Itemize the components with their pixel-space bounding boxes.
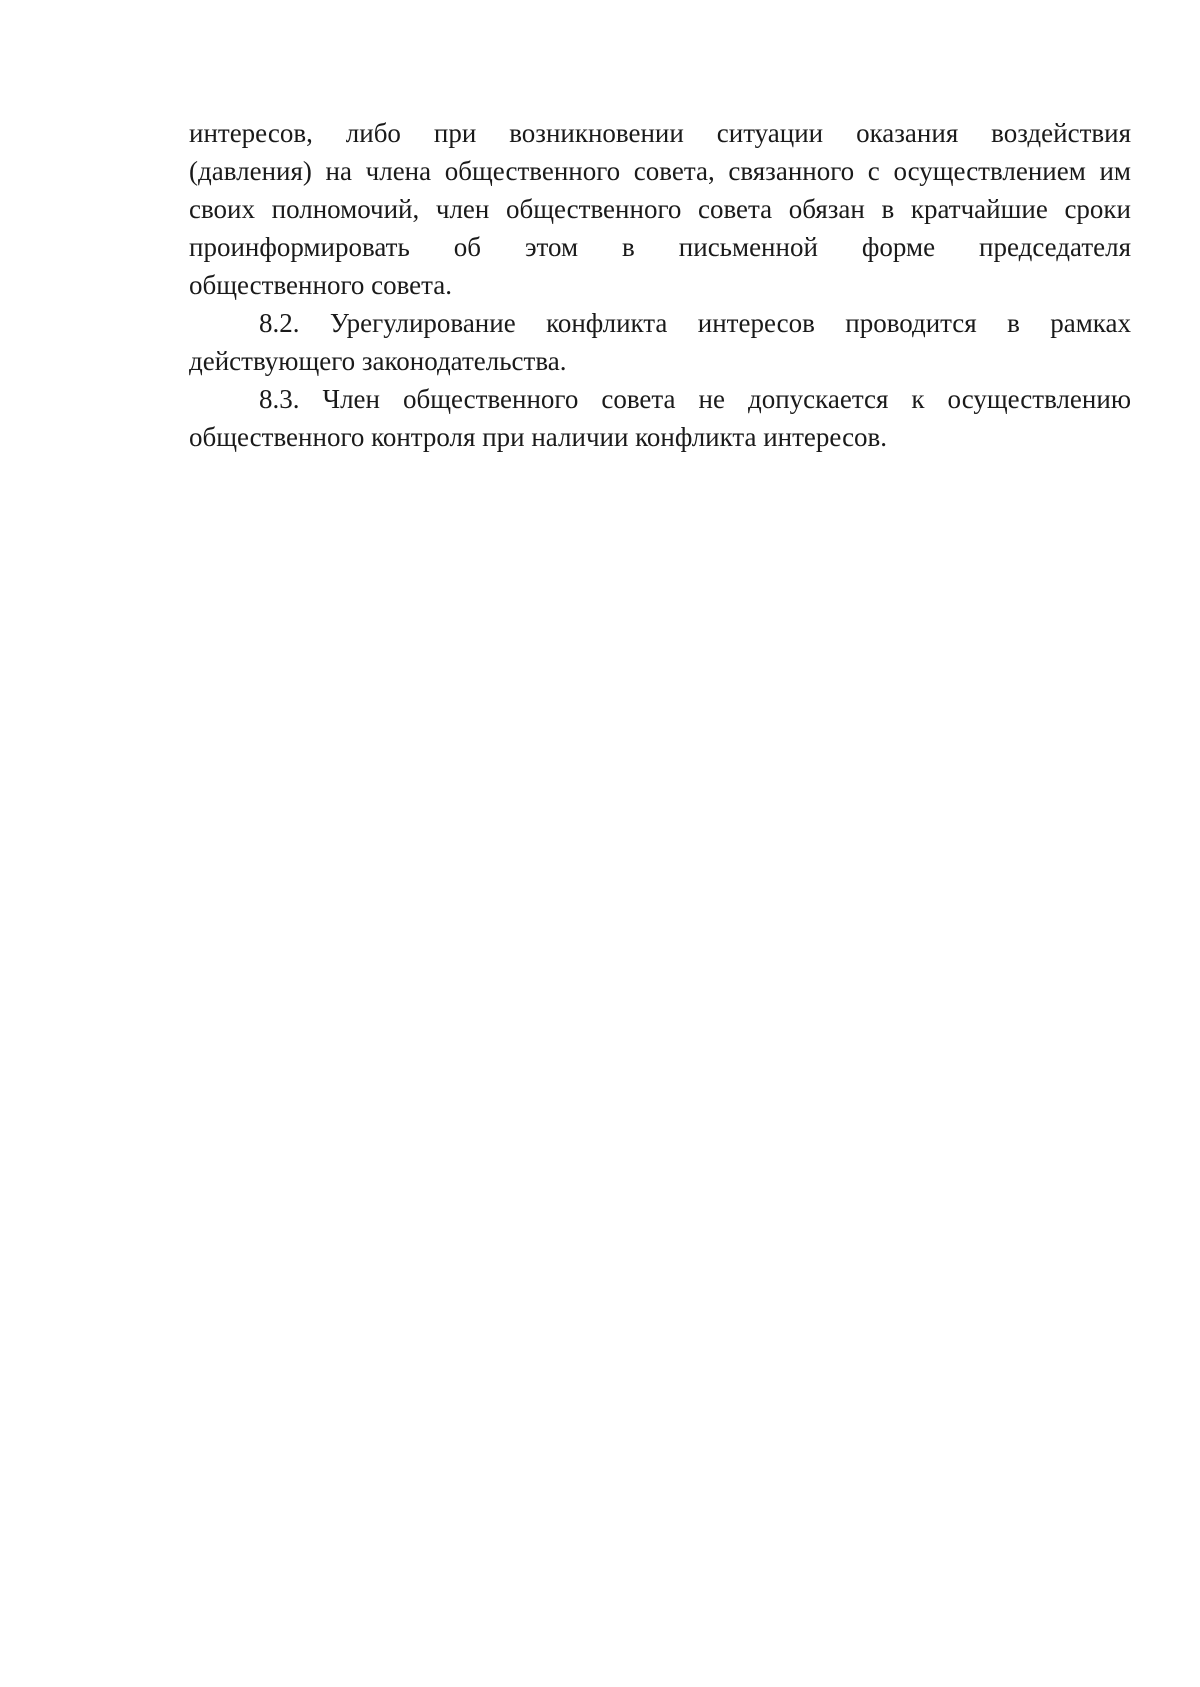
text-line: своих полномочий, член общественного совета обязан в кратчайшие сроки: [189, 194, 1131, 224]
clause-8-3: [189, 380, 1131, 456]
text-line: (давления) на члена общественного совета, связанного с осуществлением им: [189, 156, 1131, 186]
text-line: общественного контроля при наличии конфликта интересов.: [189, 422, 888, 452]
clause-8-2: [189, 304, 1131, 380]
document-body: [189, 114, 1131, 456]
text-line: действующего законодательства.: [189, 346, 567, 376]
text-line: общественного совета.: [189, 270, 453, 300]
text-line: интересов, либо при возникновении ситуации оказания воздействия: [189, 118, 1131, 148]
text-line: проинформировать об этом в письменной форме председателя: [189, 232, 1131, 262]
clause-8-3-first-line: 8.3. Член общественного совета не допускается к осуществлению: [259, 384, 1131, 414]
paragraph-continuation: [189, 114, 1131, 304]
clause-8-2-first-line: 8.2. Урегулирование конфликта интересов проводится в рамках: [259, 308, 1131, 338]
